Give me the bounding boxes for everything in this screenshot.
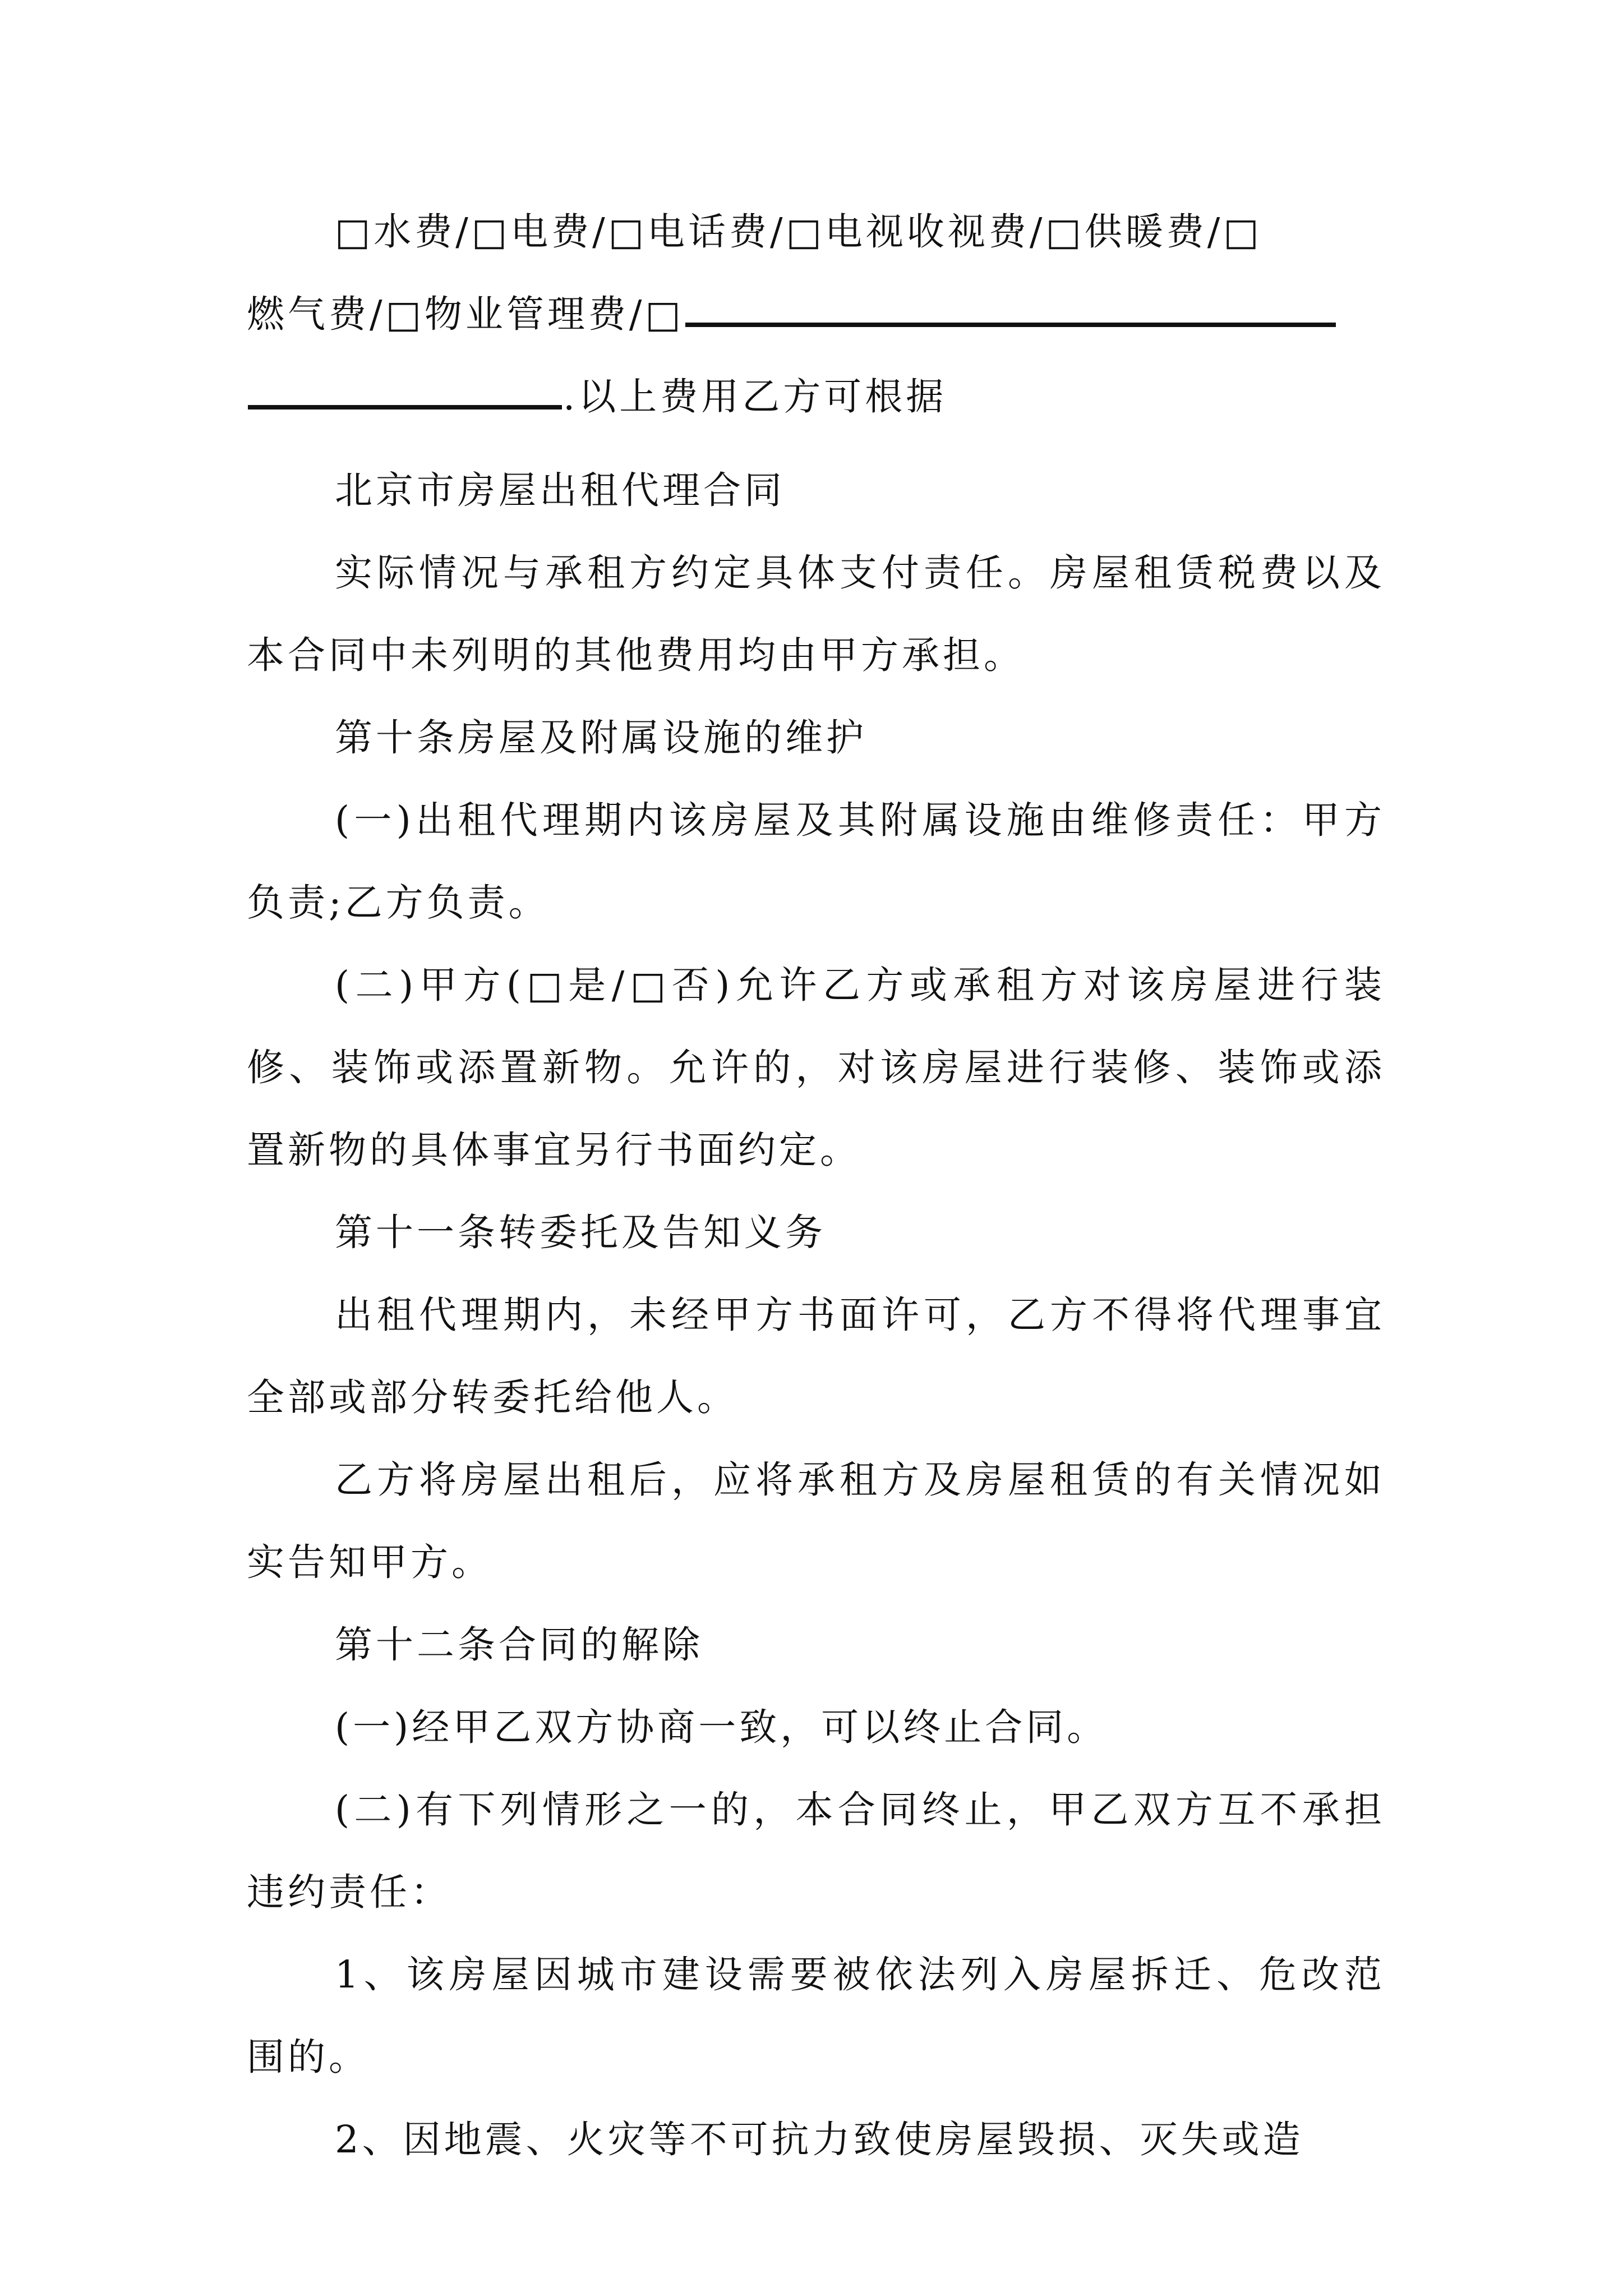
article-12-title: 第十二条合同的解除: [335, 1623, 703, 1667]
article-12-clause-2: (二)有下列情形之一的，本合同终止，甲乙双方互不承担违约责任：: [247, 1788, 1385, 1914]
article-12-item-2: 2、因地震、火灾等不可抗力致使房屋毁损、灭失或造: [335, 2118, 1304, 2161]
fees-line-3-text: .以上费用乙方可根据: [563, 375, 947, 418]
fees-paragraph: [247, 202, 1385, 449]
article-11-clause-2: 乙方将房屋出租后，应将承租方及房屋租赁的有关情况如实告知甲方。: [247, 1458, 1385, 1584]
paragraph-actual-situation: 实际情况与承租方约定具体支付责任。房屋租赁税费以及本合同中未列明的其他费用均由甲方承担。: [247, 551, 1385, 677]
running-header: 北京市房屋出租代理合同: [335, 468, 785, 512]
fees-line-1: □水费/□电费/□电话费/□电视收视费/□供暖费/□: [335, 210, 1262, 254]
article-10-title: 第十条房屋及附属设施的维护: [335, 716, 867, 760]
article-11-clause-1: 出租代理期内，未经甲方书面许可，乙方不得将代理事宜全部或部分转委托给他人。: [247, 1293, 1385, 1419]
article-12-clause-1: (一)经甲乙双方协商一致，可以终止合同。: [335, 1705, 1108, 1749]
document-body: [247, 202, 1385, 2181]
article-11-title: 第十一条转委托及告知义务: [335, 1211, 826, 1254]
fill-in-blank[interactable]: [685, 295, 1336, 327]
article-12-item-1: 1、该房屋因城市建设需要被依法列入房屋拆迁、危改范围的。: [247, 1953, 1385, 2079]
fees-line-3: [247, 367, 1385, 449]
article-10-clause-2: (二)甲方(□是/□否)允许乙方或承租方对该房屋进行装修、装饰或添置新物。允许的，对该房屋进行装修、装饰或添置新物的具体事宜另行书面约定。: [247, 963, 1385, 1172]
fees-line-2-text: 燃气费/□物业管理费/□: [247, 292, 684, 336]
fill-in-blank[interactable]: [248, 377, 562, 409]
fees-line-2: [247, 284, 1385, 367]
article-10-clause-1: (一)出租代理期内该房屋及其附属设施由维修责任：甲方负责;乙方负责。: [247, 798, 1385, 924]
